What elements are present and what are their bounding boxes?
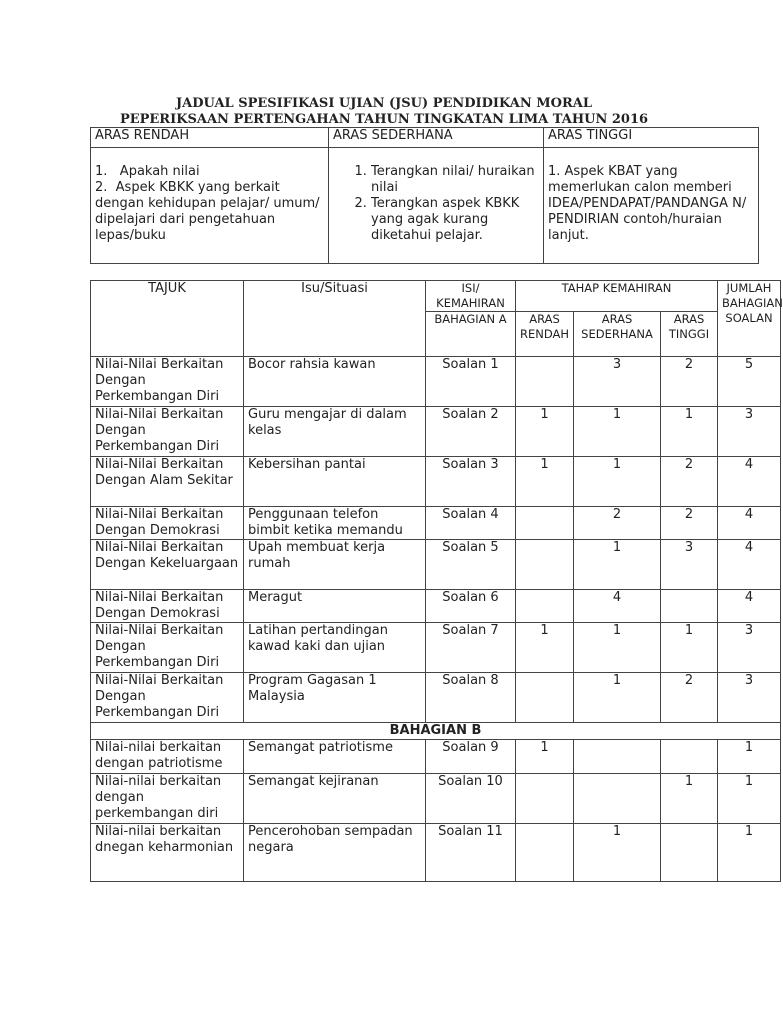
cell-aras-sederhana: 1 (574, 457, 661, 507)
cell-soalan: Soalan 4 (426, 507, 516, 540)
cell-jumlah: 3 (718, 623, 781, 673)
aras-rendah-desc: 1. Apakah nilai 2. Aspek KBKK yang berkait dengan kehidupan pelajar/ umum/ dipelajari dari pengetahuan lepas/buku (91, 164, 329, 264)
header-bahagian-a: BAHAGIAN A (426, 312, 516, 357)
cell-aras-rendah: 1 (516, 407, 574, 457)
cell-jumlah: 3 (718, 407, 781, 457)
aras-rendah-header: ARAS RENDAH (91, 128, 329, 148)
table-row (91, 407, 781, 457)
header-jumlah: JUMLAH BAHAGIAN SOALAN (718, 281, 781, 357)
jsu-table (90, 280, 781, 882)
cell-soalan: Soalan 10 (426, 774, 516, 824)
cell-aras-tinggi (661, 824, 718, 882)
sederhana-item: 2. Terangkan aspek KBKK yang agak kurang diketahui pelajar. (371, 196, 539, 244)
cell-tajuk: Nilai-Nilai Berkaitan Dengan Demokrasi (91, 507, 244, 540)
table-row (91, 590, 781, 623)
cell-tajuk: Nilai-Nilai Berkaitan Dengan Perkembangan Diri (91, 357, 244, 407)
cell-soalan: Soalan 11 (426, 824, 516, 882)
cell-aras-sederhana: 1 (574, 673, 661, 723)
header-tajuk: TAJUK (91, 281, 244, 357)
cell-aras-sederhana: 1 (574, 824, 661, 882)
cell-aras-tinggi: 2 (661, 507, 718, 540)
cell-tajuk: Nilai-nilai berkaitan dnegan keharmonian (91, 824, 244, 882)
header-isi: ISI/ KEMAHIRAN (426, 281, 516, 312)
cell-aras-tinggi (661, 740, 718, 774)
cell-isu: Meragut (244, 590, 426, 623)
cell-soalan: Soalan 2 (426, 407, 516, 457)
cell-tajuk: Nilai-Nilai Berkaitan Dengan Alam Sekitar (91, 457, 244, 507)
cell-isu: Semangat kejiranan (244, 774, 426, 824)
cell-jumlah: 4 (718, 507, 781, 540)
cell-soalan: Soalan 1 (426, 357, 516, 407)
cell-jumlah: 4 (718, 540, 781, 590)
cell-aras-tinggi: 2 (661, 357, 718, 407)
aras-sederhana-desc (329, 164, 544, 264)
cell-aras-sederhana: 1 (574, 407, 661, 457)
cell-aras-rendah (516, 357, 574, 407)
cell-tajuk: Nilai-Nilai Berkaitan Dengan Perkembangan Diri (91, 623, 244, 673)
table-row (91, 673, 781, 723)
cell-aras-sederhana: 2 (574, 507, 661, 540)
cell-aras-tinggi: 3 (661, 540, 718, 590)
header-aras-sederhana: ARAS SEDERHANA (574, 312, 661, 357)
table-row (91, 824, 781, 882)
table-row (91, 540, 781, 590)
section-bahagian-b: BAHAGIAN B (91, 723, 781, 740)
cell-isu: Penggunaan telefon bimbit ketika memandu (244, 507, 426, 540)
table-row (91, 740, 781, 774)
cell-tajuk: Nilai-nilai berkaitan dengan perkembangan diri (91, 774, 244, 824)
cell-jumlah: 4 (718, 590, 781, 623)
cell-isu: Latihan pertandingan kawad kaki dan ujian (244, 623, 426, 673)
cell-aras-tinggi (661, 590, 718, 623)
cell-aras-rendah: 1 (516, 457, 574, 507)
cell-tajuk: Nilai-Nilai Berkaitan Dengan Kekeluargaan (91, 540, 244, 590)
cell-aras-tinggi: 1 (661, 623, 718, 673)
cell-isu: Semangat patriotisme (244, 740, 426, 774)
table-row (91, 623, 781, 673)
cell-aras-sederhana (574, 740, 661, 774)
cell-aras-rendah (516, 540, 574, 590)
sederhana-item: 1. Terangkan nilai/ huraikan nilai (371, 164, 539, 196)
cell-aras-sederhana: 1 (574, 623, 661, 673)
table-row (91, 507, 781, 540)
cell-isu: Upah membuat kerja rumah (244, 540, 426, 590)
cell-isu: Kebersihan pantai (244, 457, 426, 507)
cell-aras-sederhana (574, 774, 661, 824)
cell-jumlah: 4 (718, 457, 781, 507)
cell-aras-rendah (516, 774, 574, 824)
cell-jumlah: 1 (718, 824, 781, 882)
cell-jumlah: 5 (718, 357, 781, 407)
cell-tajuk: Nilai-Nilai Berkaitan Dengan Demokrasi (91, 590, 244, 623)
cell-aras-tinggi: 1 (661, 407, 718, 457)
table-row (91, 774, 781, 824)
cell-tajuk: Nilai-Nilai Berkaitan Dengan Perkembangan Diri (91, 673, 244, 723)
cell-jumlah: 1 (718, 740, 781, 774)
cell-tajuk: Nilai-nilai berkaitan dengan patriotisme (91, 740, 244, 774)
cell-aras-tinggi: 2 (661, 457, 718, 507)
cell-isu: Guru mengajar di dalam kelas (244, 407, 426, 457)
cell-soalan: Soalan 8 (426, 673, 516, 723)
cell-aras-rendah (516, 824, 574, 882)
cell-isu: Pencerohoban sempadan negara (244, 824, 426, 882)
cell-jumlah: 1 (718, 774, 781, 824)
header-isu: Isu/Situasi (244, 281, 426, 357)
cell-soalan: Soalan 3 (426, 457, 516, 507)
cell-soalan: Soalan 5 (426, 540, 516, 590)
cell-aras-sederhana: 1 (574, 540, 661, 590)
aras-tinggi-desc: 1. Aspek KBAT yang memerlukan calon memberi IDEA/PENDAPAT/PANDANGA N/ PENDIRIAN contoh/huraian lanjut. (544, 164, 759, 264)
cell-aras-rendah (516, 507, 574, 540)
document-subtitle: PEPERIKSAAN PERTENGAHAN TAHUN TINGKATAN LIMA TAHUN 2016 (119, 112, 649, 127)
table-row (91, 457, 781, 507)
cell-soalan: Soalan 6 (426, 590, 516, 623)
aras-table (90, 127, 759, 264)
header-tahap: TAHAP KEMAHIRAN (516, 281, 718, 312)
header-aras-rendah: ARAS RENDAH (516, 312, 574, 357)
cell-aras-rendah (516, 673, 574, 723)
aras-tinggi-header: ARAS TINGGI (544, 128, 759, 148)
cell-isu: Bocor rahsia kawan (244, 357, 426, 407)
cell-soalan: Soalan 9 (426, 740, 516, 774)
cell-aras-tinggi: 2 (661, 673, 718, 723)
cell-jumlah: 3 (718, 673, 781, 723)
cell-soalan: Soalan 7 (426, 623, 516, 673)
cell-aras-rendah (516, 590, 574, 623)
cell-tajuk: Nilai-Nilai Berkaitan Dengan Perkembangan Diri (91, 407, 244, 457)
table-row (91, 357, 781, 407)
cell-aras-rendah: 1 (516, 740, 574, 774)
header-aras-tinggi: ARAS TINGGI (661, 312, 718, 357)
aras-sederhana-header: ARAS SEDERHANA (329, 128, 544, 148)
document-title: JADUAL SPESIFIKASI UJIAN (JSU) PENDIDIKAN MORAL (176, 96, 592, 111)
cell-aras-tinggi: 1 (661, 774, 718, 824)
cell-aras-rendah: 1 (516, 623, 574, 673)
cell-aras-sederhana: 3 (574, 357, 661, 407)
cell-aras-sederhana: 4 (574, 590, 661, 623)
cell-isu: Program Gagasan 1 Malaysia (244, 673, 426, 723)
